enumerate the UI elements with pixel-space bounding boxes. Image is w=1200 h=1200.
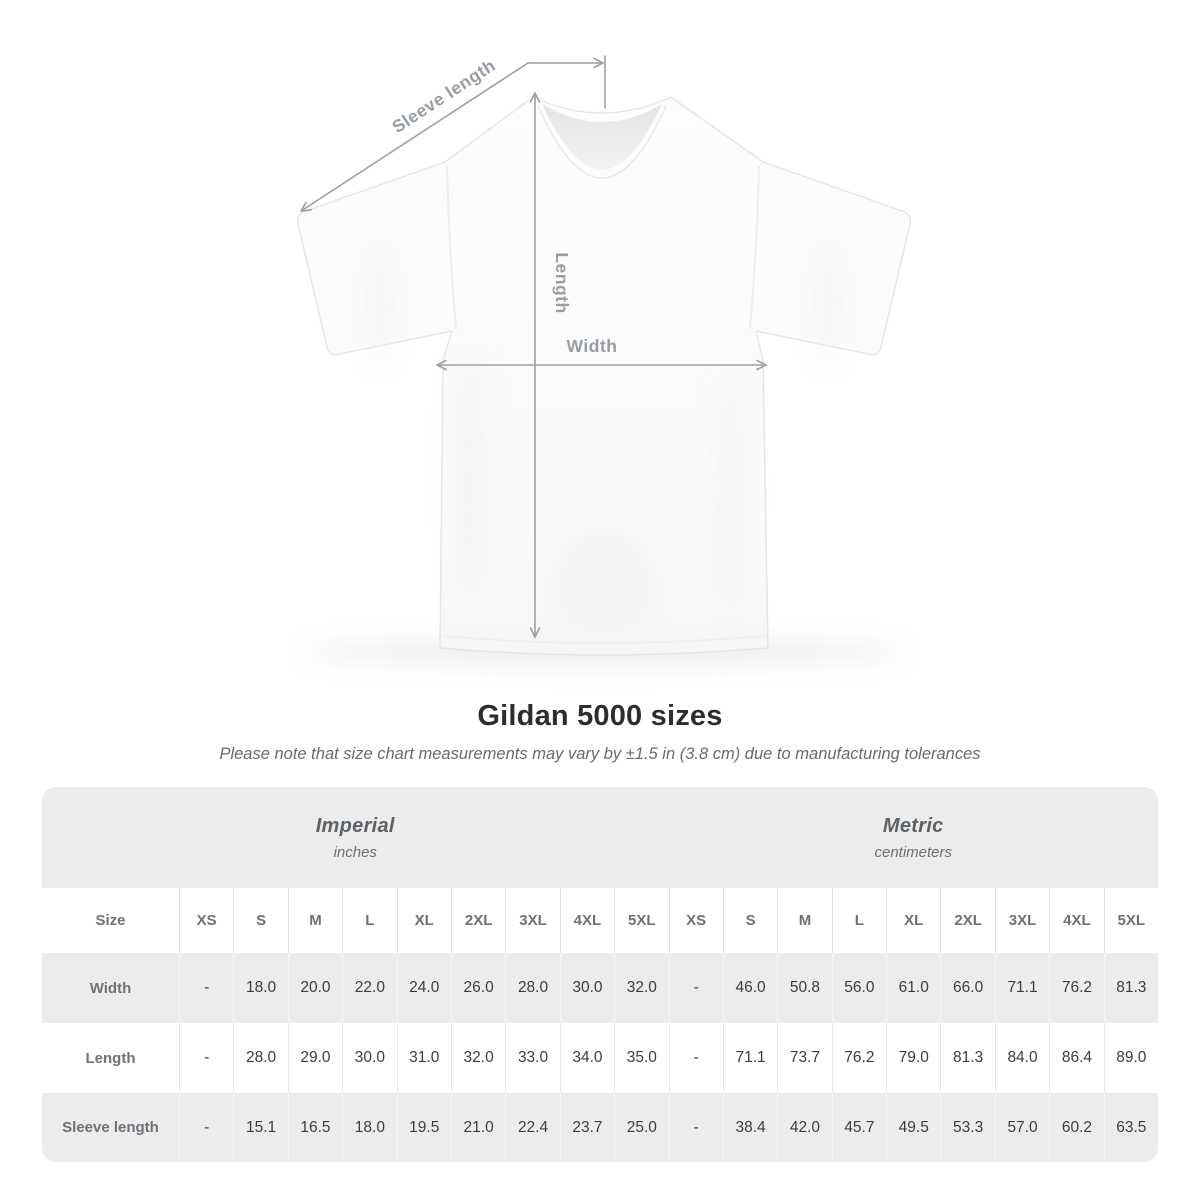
- value-cell: 73.7: [777, 1023, 831, 1093]
- value-cell: 32.0: [451, 1023, 505, 1093]
- size-header-row: [42, 888, 1158, 953]
- tolerance-note: Please note that size chart measurements may vary by ±1.5 in (3.8 cm) due to manufacturing tolerances: [219, 745, 981, 763]
- imperial-title: Imperial: [315, 814, 395, 837]
- row-label: Length: [85, 1049, 136, 1067]
- size-col-imperial-s: S: [233, 888, 287, 953]
- size-col-imperial-m: M: [288, 888, 342, 953]
- value-cell: 22.4: [505, 1093, 559, 1162]
- value-cell: 30.0: [560, 953, 614, 1023]
- value-cell: 57.0: [995, 1093, 1049, 1162]
- table-row-sleeve-length: [42, 1093, 1158, 1162]
- value-cell: 18.0: [342, 1093, 396, 1162]
- size-col-metric-3xl: 3XL: [995, 888, 1049, 953]
- size-col-metric-l: L: [832, 888, 886, 953]
- value-cell: 22.0: [342, 953, 396, 1023]
- value-cell: 81.3: [940, 1023, 994, 1093]
- value-cell: -: [179, 953, 233, 1023]
- value-cell: 66.0: [940, 953, 994, 1023]
- value-cell: 28.0: [233, 1023, 287, 1093]
- value-cell: 61.0: [886, 953, 940, 1023]
- value-cell: 34.0: [560, 1023, 614, 1093]
- tshirt-photo: [298, 97, 911, 655]
- value-cell: 30.0: [342, 1023, 396, 1093]
- value-cell: 76.2: [832, 1023, 886, 1093]
- value-cell: 25.0: [614, 1093, 668, 1162]
- value-cell: 84.0: [995, 1023, 1049, 1093]
- value-cell: 60.2: [1049, 1093, 1103, 1162]
- value-cell: 49.5: [886, 1093, 940, 1162]
- value-cell: 42.0: [777, 1093, 831, 1162]
- value-cell: 71.1: [995, 953, 1049, 1023]
- value-cell: 38.4: [723, 1093, 777, 1162]
- value-cell: 28.0: [505, 953, 559, 1023]
- size-col-imperial-xs: XS: [179, 888, 233, 953]
- size-col-metric-s: S: [723, 888, 777, 953]
- value-cell: 46.0: [723, 953, 777, 1023]
- value-cell: 23.7: [560, 1093, 614, 1162]
- size-col-metric-5xl: 5XL: [1104, 888, 1158, 953]
- value-cell: -: [179, 1093, 233, 1162]
- size-col-imperial-4xl: 4XL: [560, 888, 614, 953]
- value-cell: 19.5: [397, 1093, 451, 1162]
- size-col-metric-xl: XL: [886, 888, 940, 953]
- size-col-imperial-l: L: [342, 888, 396, 953]
- table-row-length: [42, 1023, 1158, 1093]
- size-col-imperial-xl: XL: [397, 888, 451, 953]
- value-cell: 21.0: [451, 1093, 505, 1162]
- value-cell: 56.0: [832, 953, 886, 1023]
- value-cell: 24.0: [397, 953, 451, 1023]
- value-cell: 50.8: [777, 953, 831, 1023]
- value-cell: 35.0: [614, 1023, 668, 1093]
- size-header-label: Size: [95, 912, 126, 929]
- value-cell: 31.0: [397, 1023, 451, 1093]
- unit-header-row: [42, 787, 1158, 888]
- value-cell: 79.0: [886, 1023, 940, 1093]
- size-chart-table: [42, 787, 1158, 1162]
- size-col-imperial-3xl: 3XL: [505, 888, 559, 953]
- value-cell: -: [669, 953, 723, 1023]
- value-cell: -: [669, 1093, 723, 1162]
- row-label: Sleeve length: [62, 1119, 159, 1136]
- size-col-metric-4xl: 4XL: [1049, 888, 1103, 953]
- sleeve-length-label: Sleeve length: [388, 54, 500, 138]
- value-cell: 89.0: [1104, 1023, 1158, 1093]
- value-cell: 71.1: [723, 1023, 777, 1093]
- value-cell: 33.0: [505, 1023, 559, 1093]
- page-title: Gildan 5000 sizes: [477, 700, 723, 732]
- size-col-metric-xs: XS: [669, 888, 723, 953]
- metric-unit: centimeters: [874, 843, 953, 861]
- size-col-imperial-2xl: 2XL: [451, 888, 505, 953]
- imperial-unit: inches: [333, 843, 377, 861]
- length-label: Length: [552, 252, 572, 314]
- metric-header-group: [669, 787, 1159, 888]
- value-cell: 29.0: [288, 1023, 342, 1093]
- value-cell: 45.7: [832, 1093, 886, 1162]
- value-cell: 18.0: [233, 953, 287, 1023]
- size-col-metric-m: M: [777, 888, 831, 953]
- metric-title: Metric: [882, 814, 944, 837]
- value-cell: 20.0: [288, 953, 342, 1023]
- table-row-width: [42, 953, 1158, 1023]
- row-label: Width: [89, 979, 132, 997]
- value-cell: -: [179, 1023, 233, 1093]
- size-col-metric-2xl: 2XL: [940, 888, 994, 953]
- value-cell: 26.0: [451, 953, 505, 1023]
- value-cell: 16.5: [288, 1093, 342, 1162]
- value-cell: 32.0: [614, 953, 668, 1023]
- width-label: Width: [566, 336, 618, 356]
- value-cell: 81.3: [1104, 953, 1158, 1023]
- imperial-header-group: [42, 787, 669, 888]
- value-cell: 53.3: [940, 1093, 994, 1162]
- value-cell: 63.5: [1104, 1093, 1158, 1162]
- table-rows: [42, 953, 1158, 1162]
- size-col-imperial-5xl: 5XL: [614, 888, 668, 953]
- value-cell: 76.2: [1049, 953, 1103, 1023]
- value-cell: -: [669, 1023, 723, 1093]
- value-cell: 15.1: [233, 1093, 287, 1162]
- value-cell: 86.4: [1049, 1023, 1103, 1093]
